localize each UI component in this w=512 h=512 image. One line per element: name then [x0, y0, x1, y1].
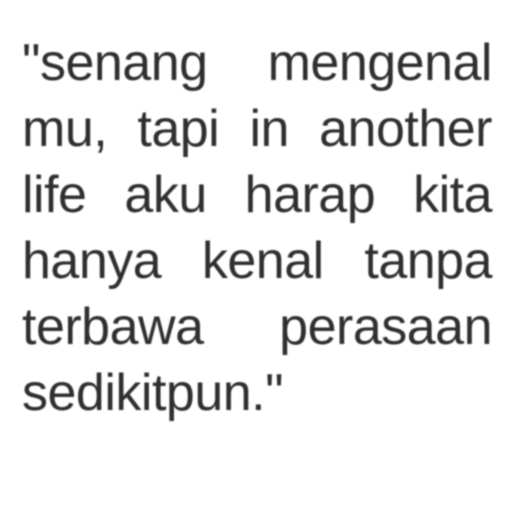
quote-line-5: terbawa perasaan	[22, 298, 492, 356]
quote-line-1: "senang mengenal	[22, 34, 492, 92]
quote-line-4: hanya kenal tanpa	[22, 232, 492, 290]
quote-line-2: mu, tapi in another	[22, 100, 492, 158]
quote-line-6: sedikitpun."	[22, 364, 284, 422]
quote-line-3: life aku harap kita	[22, 166, 492, 224]
quote-text	[22, 30, 492, 426]
